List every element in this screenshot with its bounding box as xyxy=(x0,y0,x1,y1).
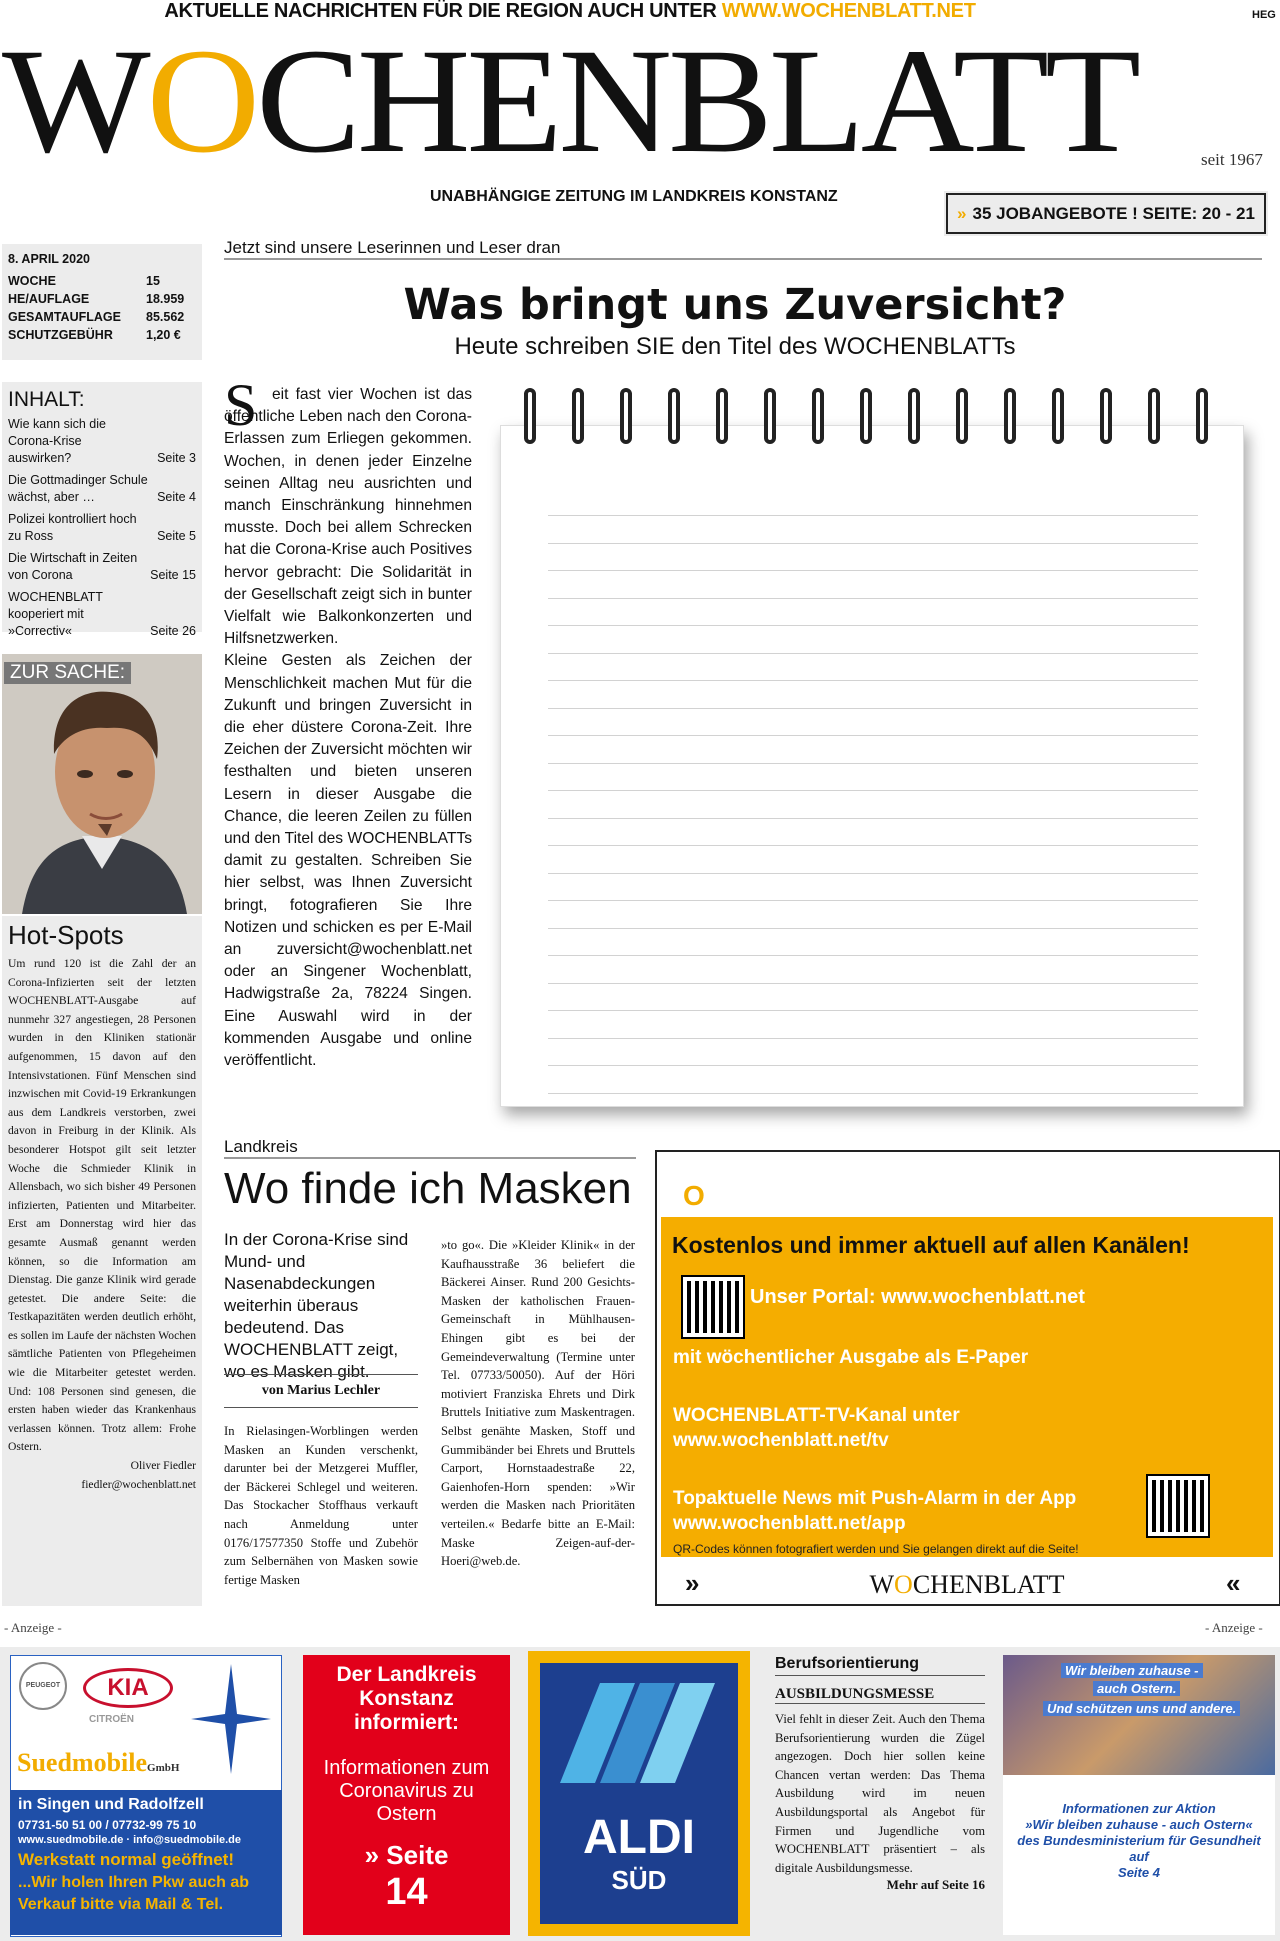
lead-subheadline: Heute schreiben SIE den Titel des WOCHENBLATTs xyxy=(454,333,1016,360)
berufs-kicker: Berufsorientierung xyxy=(775,1655,985,1676)
notepad-rule-line xyxy=(548,735,1198,736)
corner-code: HEG xyxy=(1252,9,1276,21)
lead-headline: Was bringt uns Zuversicht? xyxy=(403,280,1067,330)
masthead-subtitle: UNABHÄNGIGE ZEITUNG IM LANDKREIS KONSTANZ xyxy=(430,188,838,205)
ad5-body: Informationen zur Aktion xyxy=(1062,1801,1216,1816)
toc-item[interactable] xyxy=(2,589,202,640)
toc-item[interactable] xyxy=(2,472,202,506)
toc-heading: INHALT: xyxy=(8,388,85,411)
issue-row-value: 15 xyxy=(146,274,160,288)
dealer-name xyxy=(17,1748,179,1778)
dealer-name-text: Suedmobile xyxy=(17,1748,148,1777)
berufs-article xyxy=(775,1655,985,1893)
notepad-rule-line xyxy=(548,570,1198,571)
promo-footnote: QR-Codes können fotografiert werden und Sie gelangen direkt auf die Seite! xyxy=(673,1542,1079,1556)
column-body: Um rund 120 ist die Zahl der an Corona-Infizierten seit der letzten WOCHENBLATT-Ausgabe auf nunmehr 327 angestiegen, 28 Personen wurden in den Kliniken stationär aufgenommen, 15 davon auf den Intensivstationen. Fünf Menschen sind inzwischen mit Covid-19 Erkrankungen aus dem Landkreis verstorben, zwei davon in Freiburg in der Klinik. Als besonderer Hotspot gilt seit letzter Woche die Schmieder Klinik in Allensbach, wo sich bisher 49 Personen infizierten, Patienten und Mitarbeiter. Erst am Donnerstag wird hier das gesamte Ausmaß genannt werden können, so die Information am Dienstag. Die ganze Klinik wird gerade getestet. Die andere Seite: die Testkapazitäten werden deutlich erhöht, es sollen im Laufe der nächsten Wochen sämtliche Patienten von Pflegeheimen wie die Mitarbeiter getestet werden. Und: 108 Personen sind genesen, die ersten haben wieder das Krankenhaus verlassen können. Trotz allem: Frohe Ostern. xyxy=(8,957,196,1454)
issue-row-value: 18.959 xyxy=(146,292,185,306)
spiral-ring-icon xyxy=(668,388,680,444)
spiral-ring-icon xyxy=(572,388,584,444)
ad-wir-bleiben-zuhause[interactable] xyxy=(1003,1655,1275,1935)
column-author: Oliver Fiedler xyxy=(130,1459,196,1473)
issue-row-key: HE/AUFLAGE xyxy=(8,292,90,306)
since-label: seit 1967 xyxy=(1201,150,1263,169)
issue-row xyxy=(2,290,202,308)
issue-row xyxy=(2,326,202,344)
toc-item[interactable] xyxy=(2,511,202,545)
toc-item-page: Seite 15 xyxy=(150,568,196,582)
ad-landkreis[interactable] xyxy=(303,1655,510,1935)
topline-text: AKTUELLE NACHRICHTEN FÜR DIE REGION AUCH UNTER xyxy=(164,0,717,22)
issue-date-text: 8. APRIL 2020 xyxy=(8,252,90,266)
issue-row xyxy=(2,272,202,290)
spiral-ring-icon xyxy=(524,388,536,444)
logo-letter-w: W xyxy=(2,18,147,184)
chevron-left-icon: « xyxy=(1226,1568,1241,1598)
notepad-rule-line xyxy=(548,1010,1198,1011)
peugeot-logo: PEUGEOT xyxy=(19,1662,67,1710)
promo-title: Kostenlos und immer aktuell auf allen Kanälen! xyxy=(672,1232,1190,1258)
berufs-more-link[interactable]: Mehr auf Seite 16 xyxy=(886,1877,985,1893)
masks-paragraph: »to go«. Die »Kleider Klinik« in der Kaufhausstraße 36 beliefert die Bäckerei Ainser. Rund 200 Gesichts-Masken der katholischen Frauen-Gemeinschaft in Mühlhausen-Ehingen gibt es bei der Gemeindeverwaltung (Termine unter Tel. 07733/50050). Auf der Höri motiviert Franziska Ehrets und Dirk Bruttels Initiative zum Maskentragen. Selbst genähte Masken, Stoff und Gummibänder bei Ehrets und Bruttels Carport, Hornstaadestraße 22, Gaienhofen-Horn spenden: »Wir werden die Masken nach Prioritäten verteilen.« Bedarfe bitte an E-Mail: Maske Zeigen-auf-der-Hoeri@web.de. xyxy=(441,1238,635,1569)
promo-badge: O xyxy=(683,1180,705,1211)
notepad-rule-line xyxy=(548,983,1198,984)
lead-kicker: Jetzt sind unsere Leserinnen und Leser dran xyxy=(224,238,1262,260)
toc-item-text: Polizei kontrolliert hoch zu Ross xyxy=(8,512,137,543)
brand-letter-w: W xyxy=(869,1570,895,1599)
ad-lk-body: Informationen zum Coronavirus zu Ostern xyxy=(323,1757,490,1825)
chevron-right-icon: » xyxy=(685,1568,700,1598)
masks-column-2 xyxy=(441,1236,635,1571)
ad5-top: auch Ostern. xyxy=(1093,1681,1180,1696)
notepad-rule-line xyxy=(548,515,1198,516)
issue-row-key: WOCHE xyxy=(8,274,56,288)
ad5-body: »Wir bleiben zuhause - auch Ostern« xyxy=(1025,1817,1253,1832)
promo-brand xyxy=(661,1570,1273,1600)
ad5-body: auf xyxy=(1129,1849,1149,1864)
ad-line: Werkstatt normal geöffnet! xyxy=(18,1850,234,1869)
berufs-heading: AUSBILDUNGSMESSE xyxy=(775,1686,985,1704)
notepad-rule-line xyxy=(548,625,1198,626)
spiral-ring-icon xyxy=(716,388,728,444)
toc-item-text: Die Wirtschaft in Zeiten von Corona xyxy=(8,551,138,582)
jobs-teaser-text: 35 JOBANGEBOTE ! SEITE: 20 - 21 xyxy=(972,203,1255,223)
topline-url-link[interactable]: WWW.WOCHENBLATT.NET xyxy=(721,0,976,22)
notepad-rule-line xyxy=(548,928,1198,929)
jobs-teaser[interactable] xyxy=(946,193,1266,234)
spiral-ring-icon xyxy=(908,388,920,444)
ad-line: in Singen und Radolfzell xyxy=(18,1796,204,1813)
promo-tv-link[interactable]: www.wochenblatt.net/tv xyxy=(673,1430,889,1451)
spiral-ring-icon xyxy=(860,388,872,444)
lead-dropcap: S xyxy=(224,372,258,438)
aldi-name: ALDI xyxy=(583,1811,695,1864)
notepad-rule-line xyxy=(548,1038,1198,1039)
ad5-top: Und schützen uns und andere. xyxy=(1043,1701,1240,1716)
ad-line: Verkauf bitte via Mail & Tel. xyxy=(18,1896,224,1913)
ad5-body: des Bundesministerium für Gesundheit xyxy=(1017,1833,1261,1848)
masks-headline: Wo finde ich Masken xyxy=(224,1164,632,1213)
issue-row xyxy=(2,308,202,326)
logo-letters-rest: CHENBLATT xyxy=(256,18,1137,184)
notepad-rule-line xyxy=(548,543,1198,544)
lead-paragraph: eit fast vier Wochen ist das öffentliche Leben nach den Corona-Erlassen zum Erliegen gekommen. Wochen, in denen jeder Einzelne seinen Alltag neu ausrichten und manch Einschränkung hinnehmen musste. Doch bei allem Schrecken hat die Corona-Krise auch Positives hervor gebracht: Die Solidarität in der Gesellschaft zeigt sich in bunter Vielfalt wie Balkonkonzerten und Hilfsnetzwerken. xyxy=(224,386,472,648)
notepad-rule-line xyxy=(548,598,1198,599)
ad5-body: Seite 4 xyxy=(1118,1865,1160,1880)
notepad-rule-line xyxy=(548,708,1198,709)
aldi-sub: SÜD xyxy=(611,1865,667,1895)
toc-item-page: Seite 4 xyxy=(157,490,196,504)
masks-kicker: Landkreis xyxy=(224,1137,636,1159)
toc-item-text: Die Gottmadinger Schule wächst, aber … xyxy=(8,473,148,504)
masthead-logo xyxy=(2,18,1278,184)
issue-date xyxy=(2,250,202,268)
ad5-top: Wir bleiben zuhause - xyxy=(1061,1663,1203,1678)
spiral-ring-icon xyxy=(620,388,632,444)
ad-phone: 07731-50 51 00 / 07732-99 75 10 xyxy=(18,1818,197,1832)
portrait-illustration xyxy=(2,654,202,914)
dealer-suffix: GmbH xyxy=(147,1762,180,1774)
column-heading: Hot-Spots xyxy=(8,920,124,950)
column-hot-spots xyxy=(2,916,202,1606)
ad-lk-page-number: 14 xyxy=(385,1871,428,1913)
toc-box xyxy=(2,382,202,638)
notepad-rule-line xyxy=(548,763,1198,764)
promo-app-link[interactable]: www.wochenblatt.net/app xyxy=(673,1513,906,1534)
berufs-body: Viel fehlt in dieser Zeit. Auch den Thema Berufsorientierung wurden die Zügel angezogen. Doch hier sollen keine Chancen vertan werden: Das Thema Ausbildung wird im neuen Ausbildungsportal als Angebot für Firmen und Jugendliche vom WOCHENBLATT präsentiert – als digitale Ausbildungsmesse. xyxy=(775,1712,985,1875)
toc-item[interactable] xyxy=(2,416,202,467)
spiral-ring-icon xyxy=(1148,388,1160,444)
notepad-rule-line xyxy=(548,873,1198,874)
notepad-rule-line xyxy=(548,1065,1198,1066)
compass-star-icon xyxy=(191,1664,271,1774)
toc-item-page: Seite 3 xyxy=(157,451,196,465)
promo-epaper-text: mit wöchentlicher Ausgabe als E-Paper xyxy=(673,1347,1029,1368)
issue-row-value: 85.562 xyxy=(146,310,185,324)
logo-letter-o: O xyxy=(146,18,257,184)
masks-byline: von Marius Lechler xyxy=(224,1374,418,1408)
notepad-rule-line xyxy=(548,955,1198,956)
toc-item-text: Wie kann sich die Corona-Krise auswirken? xyxy=(8,417,106,465)
issue-row-key: SCHUTZGEBÜHR xyxy=(8,328,113,342)
arrow-icon: » xyxy=(364,1840,380,1870)
ad-web-link[interactable]: www.suedmobile.de · info@suedmobile.de xyxy=(18,1834,242,1846)
spiral-ring-icon xyxy=(812,388,824,444)
toc-item-text: WOCHENBLATT kooperiert mit »Correctiv« xyxy=(8,590,103,638)
spiral-ring-icon xyxy=(764,388,776,444)
notepad-rule-line xyxy=(548,900,1198,901)
promo-app-text: Topaktuelle News mit Push-Alarm in der App xyxy=(673,1488,1077,1509)
brand-letters-rest: CHENBLATT xyxy=(912,1570,1065,1599)
toc-item-page: Seite 5 xyxy=(157,529,196,543)
qr-code-icon[interactable] xyxy=(1148,1476,1208,1536)
ad5-info xyxy=(1003,1775,1275,1935)
qr-code-icon[interactable] xyxy=(683,1277,743,1337)
promo-portal-link[interactable]: Unser Portal: www.wochenblatt.net xyxy=(750,1286,1085,1308)
column-tag: ZUR SACHE: xyxy=(4,662,131,684)
arrow-icon: » xyxy=(957,203,967,223)
notepad-rule-line xyxy=(548,818,1198,819)
ad-lk-seite xyxy=(303,1840,510,1871)
ad-lk-seite-text: Seite xyxy=(386,1840,449,1870)
ad-suedmobile-info xyxy=(10,1790,282,1935)
lead-body xyxy=(224,384,472,1072)
spiral-ring-icon xyxy=(1004,388,1016,444)
column-email-link[interactable]: fiedler@wochenblatt.net xyxy=(81,1477,196,1491)
ad-label: - Anzeige - xyxy=(1205,1620,1263,1635)
notepad-rule-line xyxy=(548,790,1198,791)
aldi-stripes-icon xyxy=(540,1663,738,1813)
toc-item-page: Seite 26 xyxy=(150,624,196,638)
brand-letter-o: O xyxy=(894,1570,913,1599)
spiral-ring-icon xyxy=(1100,388,1112,444)
spiral-ring-icon xyxy=(956,388,968,444)
lead-paragraph: Kleine Gesten als Zeichen der Menschlichkeit machen Mut für die Zukunft und bringen Zuversicht in die eher düstere Corona-Zeit. Ihre Zeichen der Zuversicht möchten wir festhalten und bieten unseren Lesern in dieser Ausgabe die Chance, die leeren Zeilen zu füllen und den Titel des WOCHENBLATTs damit zu gestalten. Schreiben Sie hier selbst, was Ihnen Zuversicht bringt, fotografieren Sie Ihre Notizen und schicken es per E-Mail an zuversicht@wochenblatt.net oder an Singener Wochenblatt, Hadwigstraße 2a, 78224 Singen. Eine Auswahl wird in der kommenden Ausgabe und online veröffentlicht. xyxy=(224,652,472,1070)
author-photo xyxy=(2,654,202,914)
notepad-writing-area[interactable] xyxy=(500,425,1244,1107)
notepad-rule-line xyxy=(548,1093,1198,1094)
promo-tv-text: WOCHENBLATT-TV-Kanal unter xyxy=(673,1405,960,1426)
aldi-logo xyxy=(540,1663,738,1924)
issue-row-key: GESAMTAUFLAGE xyxy=(8,310,121,324)
ad-line: ...Wir holen Ihren Pkw auch ab xyxy=(18,1874,250,1891)
masks-lead: In der Corona-Krise sind Mund- und Nasenabdeckungen weiterhin überaus bedeutend. Das WOCHENBLATT zeigt, wo es Masken gibt. xyxy=(224,1230,409,1381)
notepad-rule-line xyxy=(548,680,1198,681)
toc-item[interactable] xyxy=(2,550,202,584)
masks-paragraph: In Rielasingen-Worblingen werden Masken an Kunden verschenkt, darunter bei der Metzgerei Muffler, der Bäckerei Schlegel und weiteren. Das Stockacher Stoffhaus verkauft nach Anmeldung unter 0176/17577350 Stoffe und Zubehör zum Selbernähen von Masken sowie fertige Masken xyxy=(224,1424,418,1587)
ad-label: - Anzeige - xyxy=(4,1620,62,1635)
spiral-ring-icon xyxy=(1196,388,1208,444)
citroen-logo: CITROËN xyxy=(89,1714,134,1725)
spiral-ring-icon xyxy=(1052,388,1064,444)
ad-lk-title: Der Landkreis Konstanz informiert: xyxy=(336,1663,477,1734)
issue-info-box xyxy=(2,244,202,360)
issue-row-value: 1,20 € xyxy=(146,328,181,342)
masks-column-1 xyxy=(224,1422,418,1589)
notepad-rule-line xyxy=(548,845,1198,846)
notepad-rule-line xyxy=(548,653,1198,654)
kia-logo: KIA xyxy=(83,1668,173,1708)
